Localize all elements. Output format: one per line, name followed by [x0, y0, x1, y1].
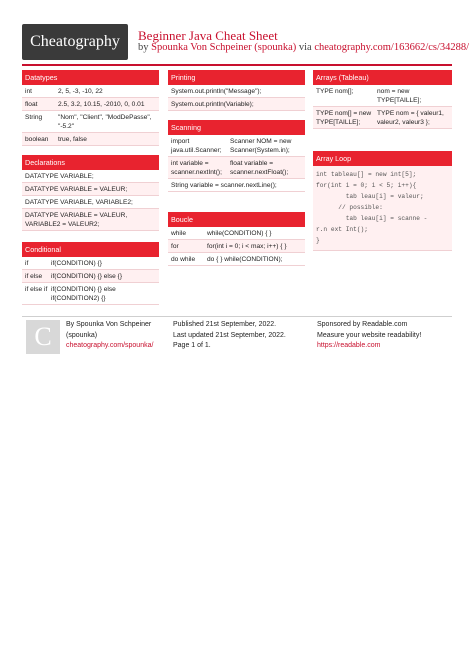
- array-allocation: TYPE nom = { valeur1, valeur2, valeur3 };: [377, 110, 444, 126]
- table-row: [168, 135, 305, 157]
- cheatography-c-icon: C: [26, 320, 60, 354]
- datatypes-section: [22, 70, 159, 146]
- table-row: [22, 257, 159, 270]
- list-item: System.out.println("Message");: [168, 85, 305, 98]
- updated-date: Last updated 21st September, 2022.: [173, 331, 286, 339]
- footer-dates: [173, 320, 308, 352]
- code-line: tab leau[i] = scanne -: [316, 215, 428, 222]
- loop-syntax: do { } while(CONDITION);: [207, 256, 283, 263]
- datatype-example: 2, 5, -3, -10, 22: [58, 88, 103, 95]
- scanning-title: Scanning: [168, 120, 305, 135]
- author-handle: (spounka): [66, 331, 98, 339]
- author-name: Spounka Von Schpeiner: [76, 321, 152, 328]
- loop-syntax: for(int i = 0; i < max; i++) { }: [207, 243, 287, 250]
- array-allocation: nom = new TYPE[TAILLE];: [377, 88, 422, 104]
- array-declaration: TYPE nom[] = new TYPE[TAILLE];: [316, 110, 372, 126]
- scanning-section: [168, 120, 305, 192]
- list-item: System.out.println(Variable);: [168, 98, 305, 111]
- datatypes-title: Datatypes: [22, 70, 159, 85]
- by-label: by: [138, 42, 149, 53]
- datatype-name: String: [25, 114, 43, 121]
- loop-type: do while: [171, 256, 196, 263]
- scanning-code: int variable = scanner.nextInt();: [171, 160, 222, 176]
- conditional-section: [22, 242, 159, 305]
- arrays-title: Arrays (Tableau): [313, 70, 452, 85]
- table-row: [22, 111, 159, 133]
- table-row: [22, 270, 159, 283]
- scanning-code: Scanner NOM = new Scanner(System.in);: [230, 138, 292, 154]
- loop-type: while: [171, 230, 187, 237]
- footer-divider: [22, 316, 452, 317]
- condition-syntax: if(CONDITION) {} else if(CONDITION2) {}: [51, 286, 116, 302]
- condition-type: if: [25, 260, 29, 267]
- table-row: [22, 85, 159, 98]
- datatype-name: boolean: [25, 136, 49, 143]
- loop-syntax: while(CONDITION) { }: [207, 230, 272, 237]
- datatype-name: int: [25, 88, 32, 95]
- code-line: int tableau[] = new int[5];: [316, 171, 417, 178]
- table-row: [168, 227, 305, 240]
- code-line: for(int i = 0; i < 5; i++){: [316, 182, 417, 189]
- header-divider: [22, 64, 452, 66]
- code-line: tab leau[i] = valeur;: [316, 193, 424, 200]
- condition-syntax: if(CONDITION) {}: [51, 260, 102, 267]
- table-row: [168, 240, 305, 253]
- array-declaration: TYPE nom[];: [316, 88, 354, 95]
- sponsor-line: [317, 320, 452, 331]
- page-number: Page 1 of 1.: [173, 342, 211, 349]
- scanning-code: import java.util.Scanner;: [171, 138, 222, 154]
- printing-title: Printing: [168, 70, 305, 85]
- table-row: [313, 85, 452, 107]
- code-line: // possible:: [316, 204, 383, 211]
- datatype-name: float: [25, 101, 38, 108]
- sponsor-prefix: Sponsored by: [317, 321, 361, 328]
- arrays-section: [313, 70, 452, 129]
- via-label: via: [298, 42, 312, 53]
- sponsor-name[interactable]: Readable.com: [362, 321, 408, 328]
- conditional-title: Conditional: [22, 242, 159, 257]
- footer-author-line: [66, 320, 166, 331]
- array-loop-title: Array Loop: [313, 151, 452, 166]
- table-row: [22, 133, 159, 146]
- array-loop-section: [313, 151, 452, 251]
- list-item: String variable = scanner.nextLine();: [168, 179, 305, 192]
- datatype-example: 2.5, 3.2, 10.15, -2010, 0, 0.01: [58, 101, 145, 108]
- code-block: [313, 166, 452, 251]
- cheatography-logo[interactable]: Cheatography: [22, 24, 128, 60]
- code-line: }: [316, 237, 320, 244]
- table-row: [313, 107, 452, 129]
- table-row: [22, 98, 159, 111]
- scanning-code: float variable = scanner.nextFloat();: [230, 160, 289, 176]
- footer-sponsor: [317, 320, 452, 352]
- page-title: Beginner Java Cheat Sheet: [138, 28, 278, 43]
- boucle-title: Boucle: [168, 212, 305, 227]
- table-row: [168, 253, 305, 266]
- sheet-url-link[interactable]: cheatography.com/163662/cs/34288/: [314, 42, 470, 53]
- footer-author: [66, 320, 166, 352]
- printing-section: [168, 70, 305, 111]
- code-line: r.n ext Int();: [316, 226, 368, 233]
- author-profile-link[interactable]: cheatography.com/spounka/: [66, 342, 154, 349]
- list-item: DATATYPE VARIABLE = VALEUR;: [22, 183, 159, 196]
- list-item: DATATYPE VARIABLE = VALEUR, VARIABLE2 = VALEUR2;: [22, 209, 159, 231]
- list-item: DATATYPE VARIABLE, VARIABLE2;: [22, 196, 159, 209]
- sponsor-text: Measure your website readability!: [317, 331, 422, 339]
- author-link[interactable]: Spounka Von Schpeiner (spounka): [151, 42, 297, 53]
- datatype-example: true, false: [58, 136, 87, 143]
- condition-type: if else: [25, 273, 43, 280]
- declarations-title: Declarations: [22, 155, 159, 170]
- condition-syntax: if(CONDITION) {} else {}: [51, 273, 123, 280]
- table-row: [168, 157, 305, 179]
- datatype-example: "Nom", "Client", "ModDePasse", "-5.2": [58, 114, 152, 130]
- condition-type: if else if: [25, 286, 48, 293]
- by-label: By: [66, 321, 75, 328]
- published-date: Published 21st September, 2022.: [173, 321, 277, 328]
- loop-type: for: [171, 243, 179, 250]
- byline: [138, 42, 469, 53]
- table-row: [22, 283, 159, 305]
- declarations-section: [22, 155, 159, 231]
- sponsor-link[interactable]: https://readable.com: [317, 342, 381, 349]
- boucle-section: [168, 212, 305, 266]
- list-item: DATATYPE VARIABLE;: [22, 170, 159, 183]
